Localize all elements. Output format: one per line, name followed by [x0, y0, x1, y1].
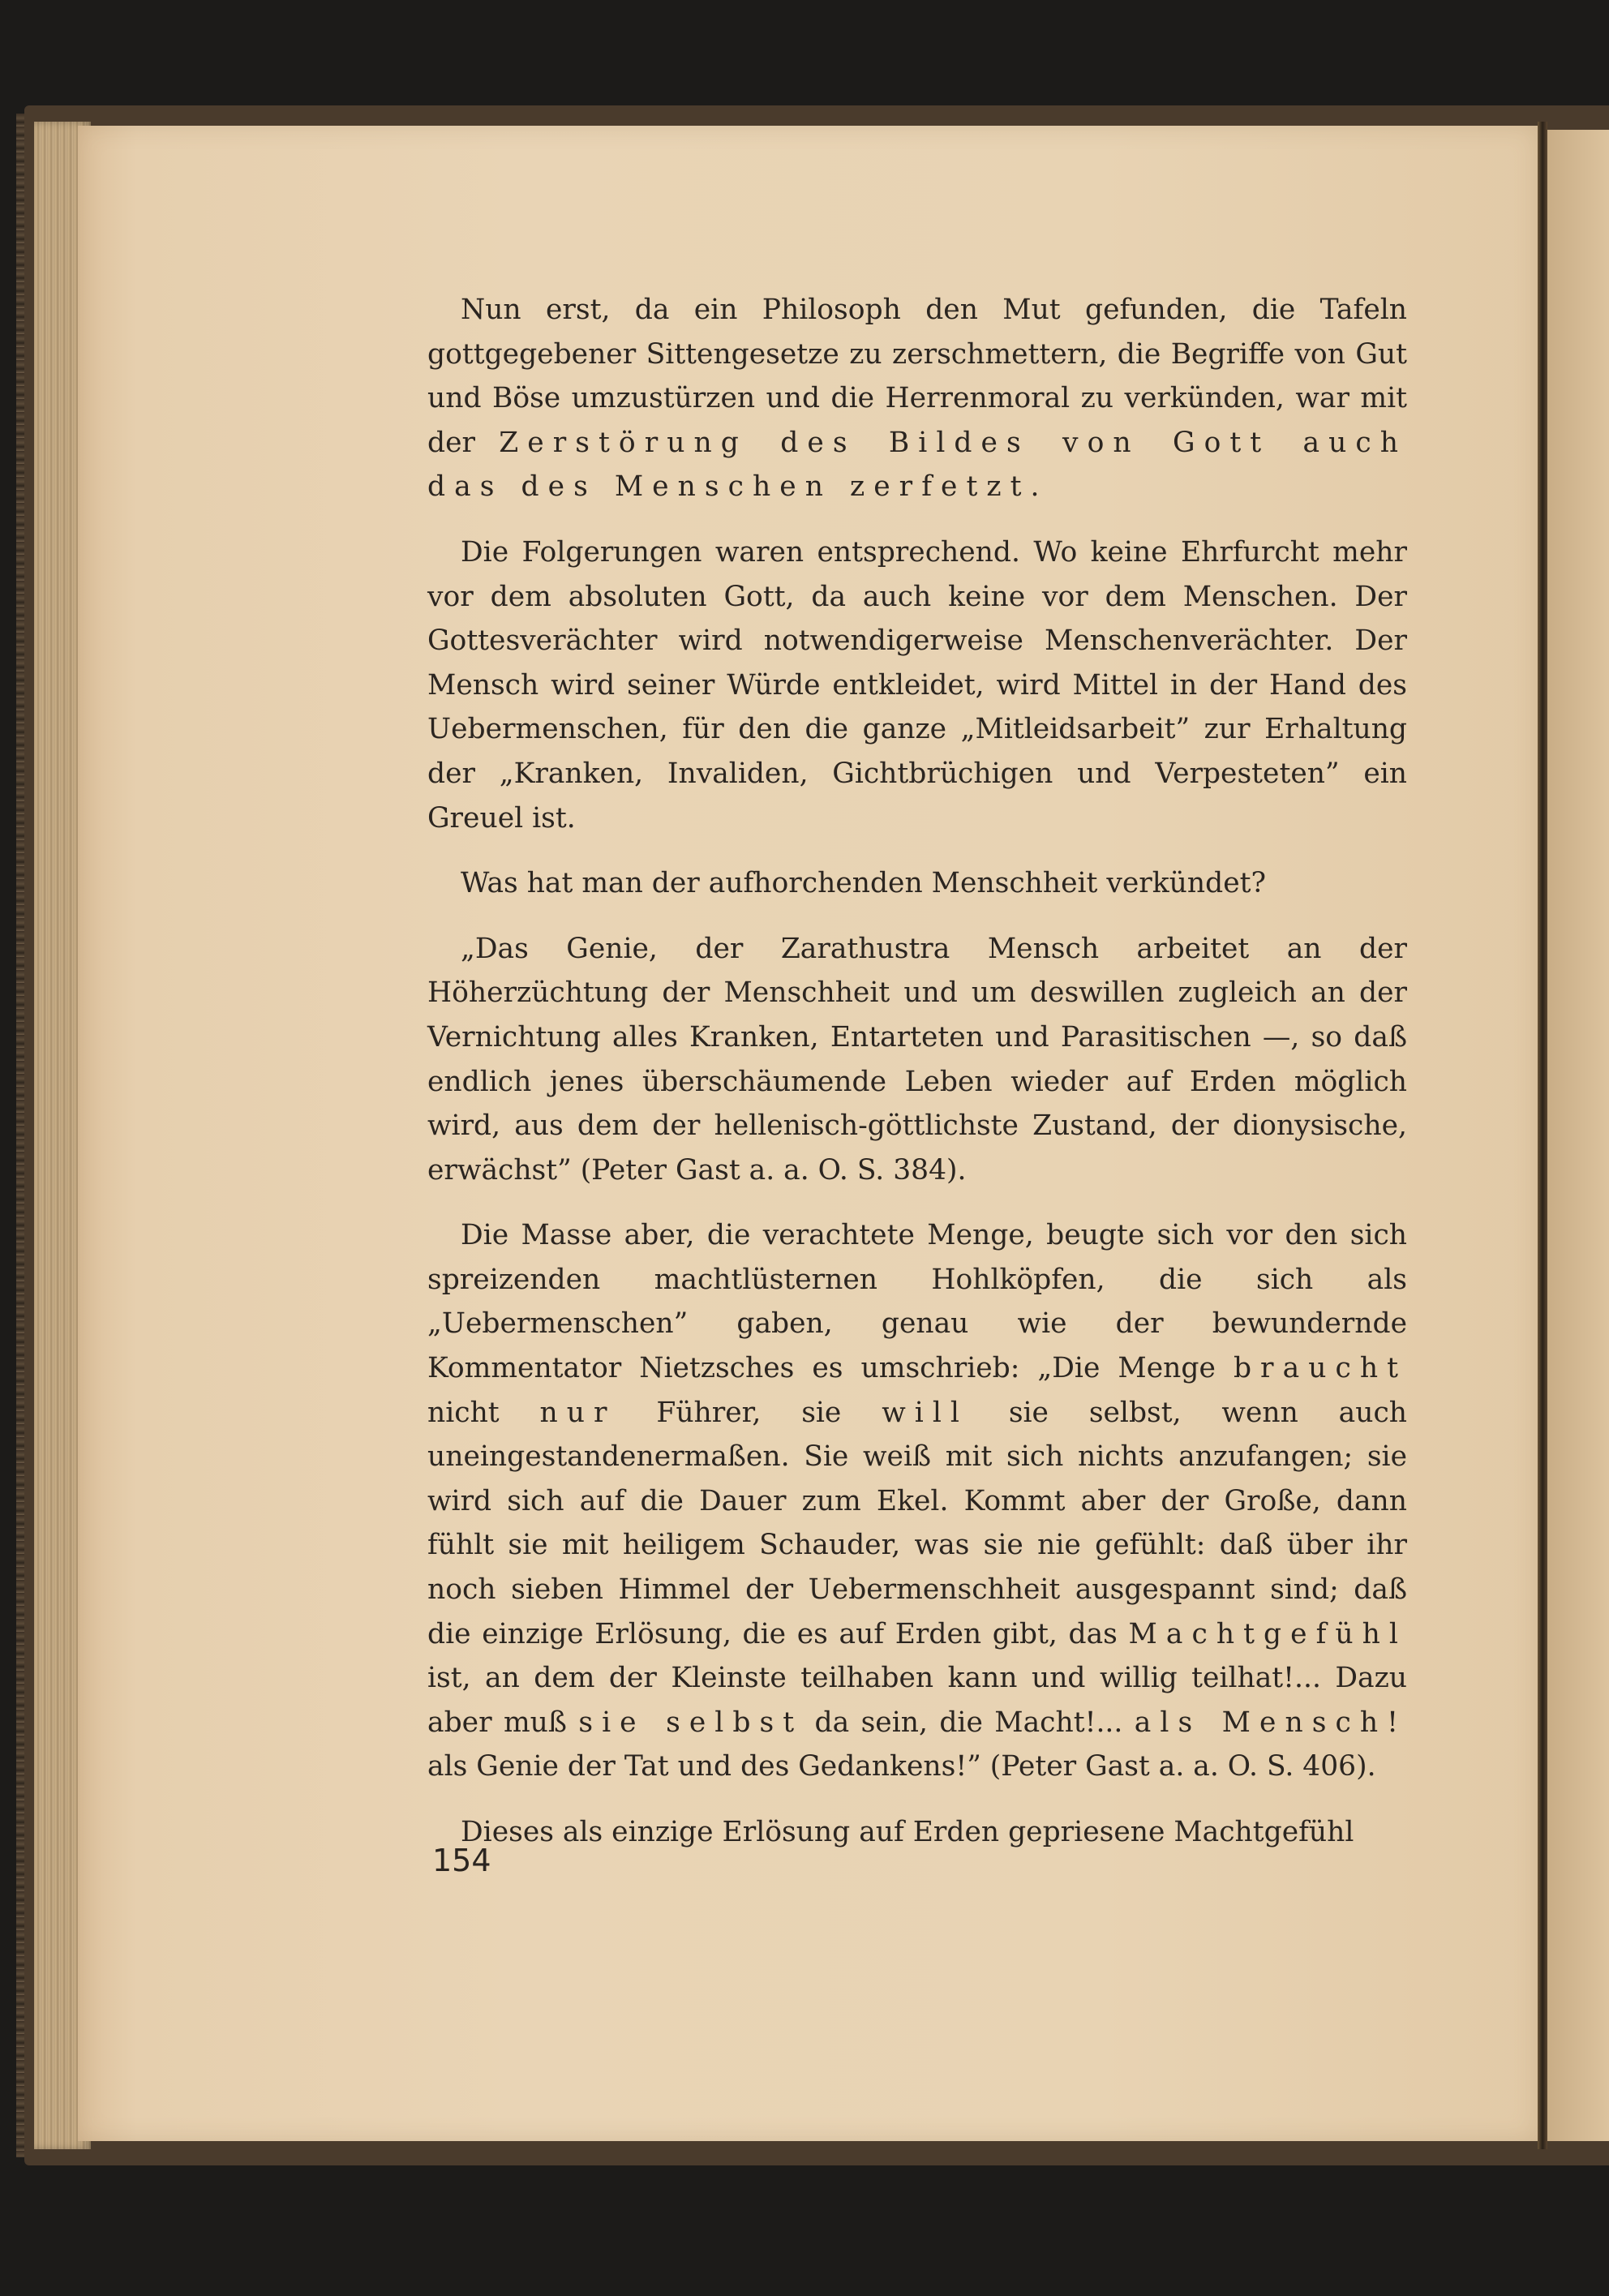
paragraph: [427, 1213, 1407, 1789]
text-run: nicht: [427, 1396, 540, 1429]
text-run: .: [1030, 470, 1040, 504]
text-run: als Genie der Tat und des Gedankens!” (Peter Gast a. a. O. S. 406).: [427, 1750, 1376, 1783]
paragraph: [427, 530, 1407, 840]
paragraph: [427, 861, 1407, 906]
spaced-emphasis: Zerstörung des Bildes von Gott auch das des Menschen zerfetzt: [427, 426, 1408, 504]
text-run: Nun erst, da ein Philosoph den Mut gefunden, die Tafeln gottgegebener Sittengesetze zu zerschmettern, die Begriffe von Gut und Böse umzustürzen und die Herrenmoral zu verkünden, war mit der: [427, 294, 1407, 459]
spaced-emphasis: als Mensch!: [1134, 1706, 1407, 1739]
text-run: Die Folgerungen waren entsprechend. Wo keine Ehrfurcht mehr vor dem absoluten Gott, da auch keine vor dem Menschen. Der Gottesverächter wird notwendigerweise Menschenverächter. Der Mensch wird seiner Würde entkleidet, wird Mittel in der Hand des Uebermenschen, für den die ganze „Mitleidsarbeit” zur Erhaltung der „Kranken, Invaliden, Gichtbrüchigen und Verpesteten” ein Greuel ist.: [427, 535, 1407, 835]
body-text: [427, 288, 1407, 1876]
paragraph: [427, 288, 1407, 509]
text-run: Dieses als einzige Erlösung auf Erden gepriesene Machtgefühl: [461, 1816, 1354, 1848]
spaced-emphasis: nur: [539, 1396, 616, 1429]
paragraph: [427, 1810, 1407, 1855]
text-run: Führer, sie: [616, 1396, 882, 1429]
facing-page-edge: [1547, 130, 1609, 2141]
page-number: 154: [432, 1843, 491, 1878]
spaced-emphasis: sie selbst: [578, 1706, 804, 1739]
text-run: da sein, die Macht!...: [803, 1706, 1135, 1739]
text-run: sie selbst, wenn auch uneingestandenermaßen. Sie weiß mit sich nichts anzufangen; sie wird sich auf die Dauer zum Ekel. Kommt aber der Große, dann fühlt sie mit heiligem Schauder, was sie nie gefühlt: daß über ihr noch sieben Himmel der Uebermenschheit ausgespannt sind; daß die einzige Erlösung, die es auf Erden gibt, das: [427, 1396, 1407, 1650]
spaced-emphasis: Machtgefühl: [1128, 1617, 1407, 1650]
text-run: Die Masse aber, die verachtete Menge, beugte sich vor den sich spreizenden machtlüsternen Hohlköpfen, die sich als „Uebermenschen” gaben, genau wie der bewundernde Kommentator Nietzsches es umschrieb: „Die Menge: [427, 1219, 1407, 1385]
spaced-emphasis: will: [882, 1396, 968, 1429]
text-run: „Das Genie, der Zarathustra Mensch arbeitet an der Höherzüchtung der Menschheit und um deswillen zugleich an der Vernichtung alles Kranken, Entarteten und Parasitischen —, so daß endlich jenes überschäumende Leben wieder auf Erden möglich wird, aus dem der hellenisch-göttlichste Zustand, der dionysische, erwächst” (Peter Gast a. a. O. S. 384).: [427, 932, 1407, 1187]
text-run: Was hat man der aufhorchenden Menschheit verkündet?: [461, 867, 1266, 900]
book-gutter: [1538, 122, 1547, 2149]
spaced-emphasis: braucht: [1233, 1352, 1407, 1385]
paragraph: [427, 927, 1407, 1193]
text-run: ist, an dem der Kleinste teilhaben kann und willig teilhat!... Dazu aber muß: [427, 1662, 1407, 1739]
